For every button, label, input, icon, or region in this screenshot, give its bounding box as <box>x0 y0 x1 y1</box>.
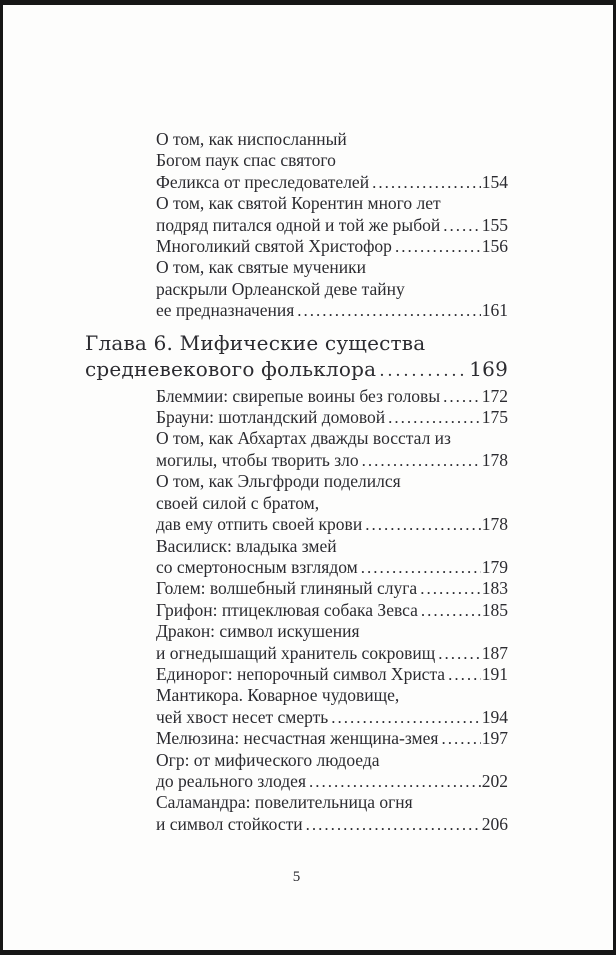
toc-chapter-heading <box>85 330 508 384</box>
toc-entry <box>156 750 508 793</box>
toc-line <box>156 300 508 321</box>
toc-entry-text: чей хвост несет смерть <box>156 706 329 727</box>
dot-leader <box>361 557 481 578</box>
page-number: 5 <box>292 869 301 885</box>
toc-entry-text: и огнедышащий хранитель сокровищ <box>156 642 436 663</box>
toc-line <box>156 450 508 471</box>
toc-page-number: 155 <box>481 214 508 235</box>
toc-line <box>156 557 508 578</box>
toc-entry-text: Василиск: владыка змей <box>156 535 337 556</box>
toc-entry-text: могилы, чтобы творить зло <box>156 449 359 470</box>
toc-entry-text: Мантикора. Коварное чудовище, <box>156 685 400 706</box>
toc-entry <box>156 664 508 685</box>
dot-leader <box>443 386 481 407</box>
toc-line <box>156 279 508 300</box>
toc-entry <box>156 428 508 471</box>
toc-page-number: 185 <box>481 599 508 620</box>
toc-line <box>156 236 508 257</box>
toc-section-chapter-entries <box>156 386 508 836</box>
toc-page-number: 156 <box>481 236 508 257</box>
toc-entry-text: Богом паук спас святого <box>156 150 336 171</box>
dot-leader <box>331 707 480 728</box>
toc-entry-text: со смертоносным взглядом <box>156 556 358 577</box>
dot-leader <box>365 514 481 535</box>
toc-entry-text: подряд питался одной и той же рыбой <box>156 214 441 235</box>
toc-line <box>156 215 508 236</box>
toc-entry-text: О том, как Эльгфроди поделился <box>156 471 401 492</box>
dot-leader <box>448 664 481 685</box>
toc-line <box>156 428 508 449</box>
toc-line <box>156 536 508 557</box>
toc-line <box>156 792 508 813</box>
dot-leader <box>441 728 480 749</box>
toc-entry-text: средневекового фольклора <box>85 356 377 381</box>
toc-entry-text: Грифон: птицеклювая собака Зевса <box>156 599 418 620</box>
toc-line <box>156 771 508 792</box>
toc-page-number: 154 <box>481 171 508 192</box>
toc-line <box>156 750 508 771</box>
page-footer <box>85 867 508 887</box>
toc-entry <box>156 578 508 599</box>
toc-entry-text: О том, как святые мученики <box>156 257 366 278</box>
toc-entry-text: Огр: от мифического людоеда <box>156 749 380 770</box>
toc-entry <box>156 386 508 407</box>
toc-entry-text: Мелюзина: несчастная женщина-змея <box>156 728 439 749</box>
toc-entry <box>156 193 508 236</box>
toc-line <box>156 150 508 171</box>
toc-line <box>156 621 508 642</box>
toc-entry <box>156 471 508 535</box>
toc-page-number: 202 <box>481 770 508 791</box>
toc-line <box>156 257 508 278</box>
toc-line <box>156 514 508 535</box>
toc-line <box>156 386 508 407</box>
toc-page-number: 161 <box>481 300 508 321</box>
toc-line <box>156 172 508 193</box>
toc-entry-text: Дракон: символ искушения <box>156 621 360 642</box>
toc-entry-text: дав ему отпить своей крови <box>156 514 363 535</box>
toc-line <box>156 814 508 835</box>
toc-entry-text: Брауни: шотландский домовой <box>156 407 386 428</box>
toc-entry-text: до реального злодея <box>156 770 306 791</box>
toc-entry-text: Голем: волшебный глиняный слуга <box>156 578 418 599</box>
toc-entry <box>156 407 508 428</box>
toc-entry-text: и символ стойкости <box>156 813 303 834</box>
toc-page-number: 194 <box>481 706 508 727</box>
toc-entry-text: О том, как ниспосланный <box>156 129 347 149</box>
toc-page-number: 179 <box>481 556 508 577</box>
toc-page-number: 183 <box>481 578 508 599</box>
dot-leader <box>420 578 481 599</box>
dot-leader <box>421 600 481 621</box>
toc-entry <box>156 536 508 579</box>
toc-line <box>156 129 508 150</box>
dot-leader <box>379 356 468 384</box>
toc-line <box>156 643 508 664</box>
toc-entry-text: О том, как святой Корентин много лет <box>156 193 441 214</box>
toc-entry-text: Единорог: непорочный символ Христа <box>156 663 446 684</box>
dot-leader <box>297 300 480 321</box>
toc-entry <box>156 792 508 835</box>
toc-line <box>156 578 508 599</box>
dot-leader <box>388 407 481 428</box>
toc-line <box>156 471 508 492</box>
toc-line <box>156 600 508 621</box>
toc-entry <box>156 129 508 193</box>
toc-section-pre-chapter <box>156 129 508 322</box>
dot-leader <box>362 450 481 471</box>
toc-content <box>85 129 508 835</box>
dot-leader <box>306 814 481 835</box>
toc-page-number: 169 <box>469 356 508 381</box>
toc-line <box>156 193 508 214</box>
toc-page-number: 197 <box>481 728 508 749</box>
toc-page-number: 178 <box>481 449 508 470</box>
toc-line <box>156 407 508 428</box>
dot-leader <box>372 172 481 193</box>
toc-entry <box>156 236 508 257</box>
toc-entry-text: Глава 6. Мифические существа <box>85 330 426 355</box>
toc-page-number: 187 <box>481 642 508 663</box>
toc-page-number: 191 <box>481 663 508 684</box>
toc-entry <box>156 621 508 664</box>
toc-entry-text: раскрыли Орлеанской деве тайну <box>156 278 405 299</box>
toc-line <box>156 664 508 685</box>
dot-leader <box>443 215 481 236</box>
toc-entry-text: Многоликий святой Христофор <box>156 236 392 257</box>
toc-entry <box>156 257 508 321</box>
toc-line <box>156 728 508 749</box>
toc-entry-text: ее предназначения <box>156 300 295 321</box>
toc-line <box>156 493 508 514</box>
toc-line <box>85 356 508 384</box>
dot-leader <box>395 236 481 257</box>
toc-entry-text: своей силой с братом, <box>156 492 320 513</box>
toc-entry-text: Блеммии: свирепые воины без головы <box>156 385 441 406</box>
toc-entry <box>156 685 508 728</box>
toc-line <box>156 685 508 706</box>
dot-leader <box>309 771 481 792</box>
toc-page-number: 175 <box>481 407 508 428</box>
toc-line <box>85 330 508 356</box>
toc-entry-text: Саламандра: повелительница огня <box>156 792 413 813</box>
toc-page-number: 206 <box>481 813 508 834</box>
toc-entry <box>156 600 508 621</box>
toc-page-number: 178 <box>481 514 508 535</box>
toc-line <box>156 707 508 728</box>
toc-entry-text: О том, как Абхартах дважды восстал из <box>156 428 451 449</box>
toc-page-number: 172 <box>481 385 508 406</box>
toc-entry <box>156 728 508 749</box>
toc-entry-text: Феликса от преследователей <box>156 171 370 192</box>
dot-leader <box>438 643 481 664</box>
